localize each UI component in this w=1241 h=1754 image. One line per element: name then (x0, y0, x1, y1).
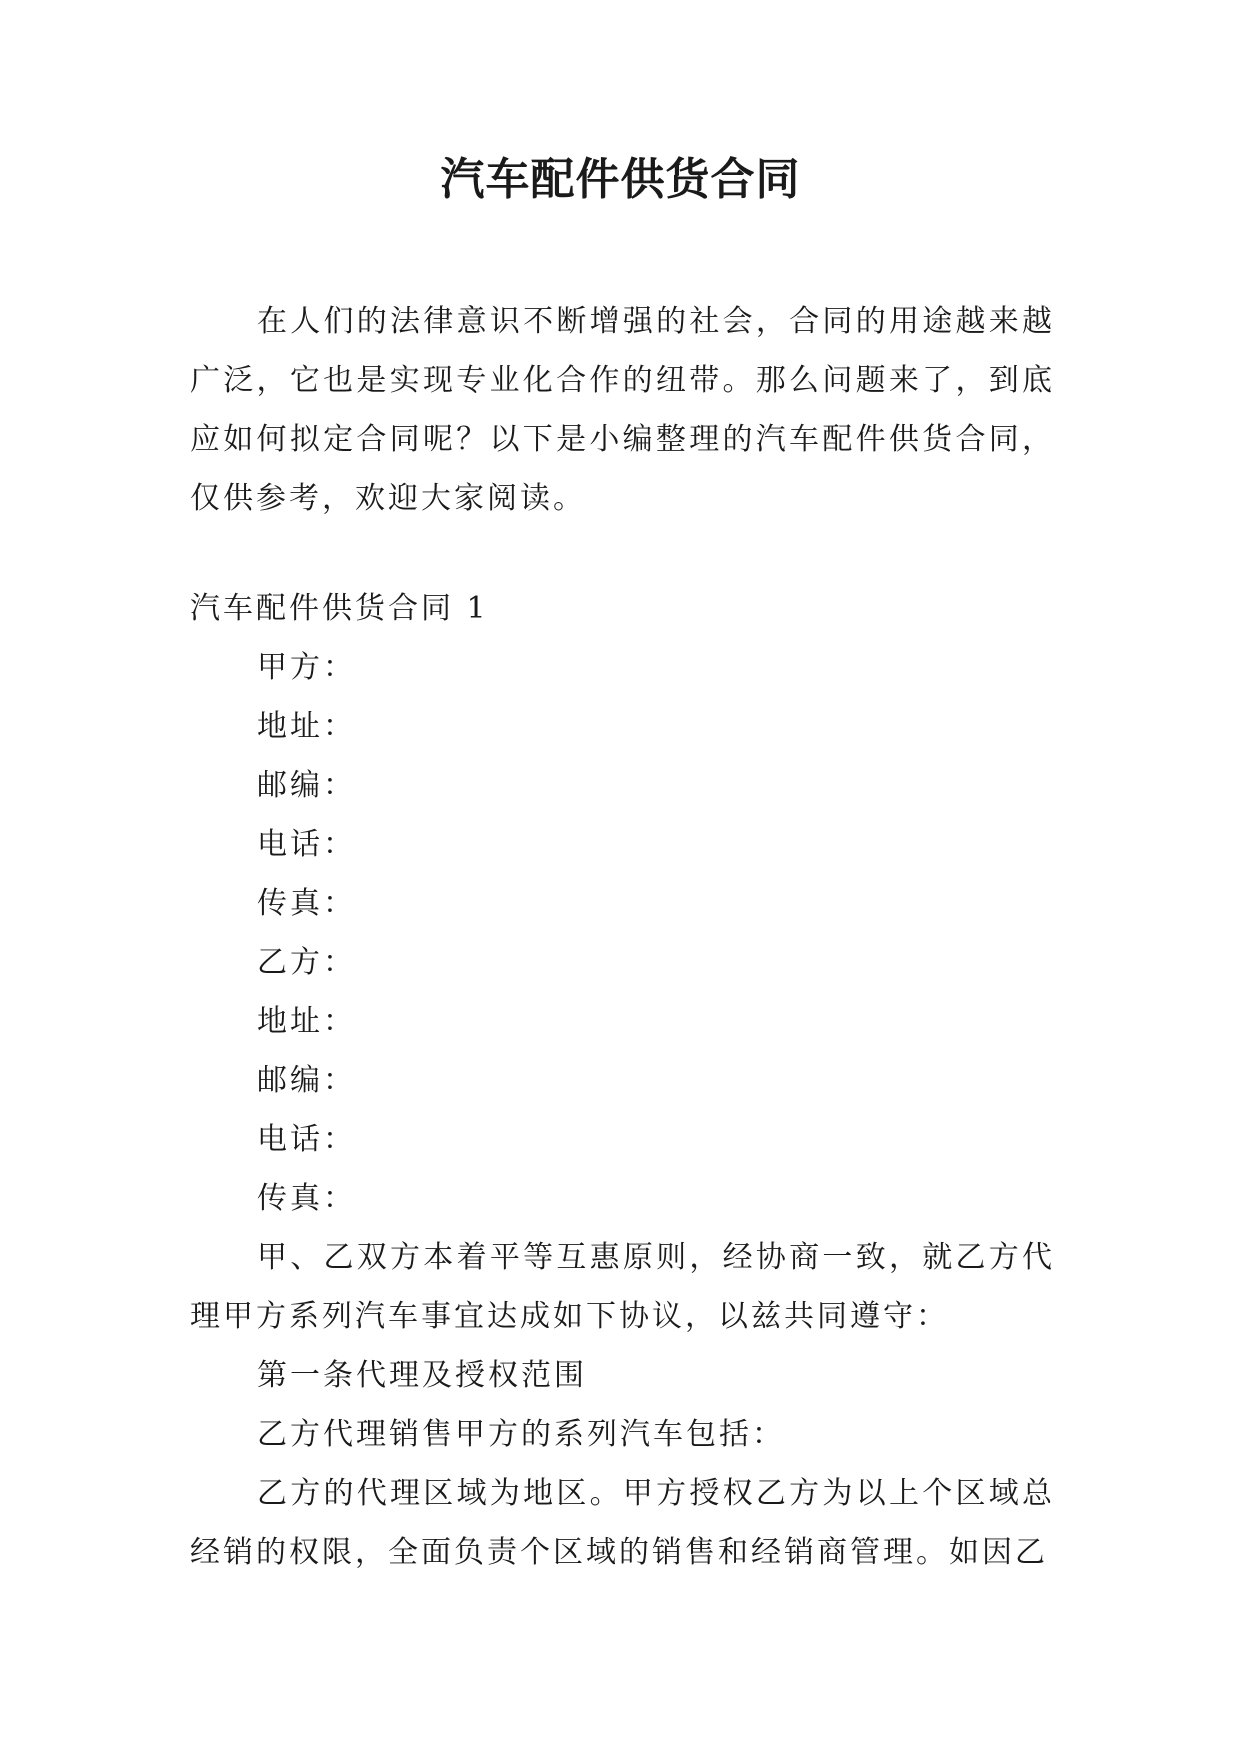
region-paragraph: 乙方的代理区域为地区。甲方授权乙方为以上个区域总经销的权限，全面负责个区域的销售和经销商管理。如因乙 (190, 1476, 1055, 1570)
party-a-name-field: 甲方： (257, 650, 356, 685)
party-b-name-field: 乙方： (257, 945, 356, 980)
scope-paragraph: 乙方代理销售甲方的系列汽车包括： (257, 1417, 785, 1452)
party-a-postcode-field: 邮编： (257, 768, 356, 803)
document-body (190, 292, 1055, 1582)
party-a-address-field: 地址： (257, 709, 356, 744)
document-title: 汽车配件供货合同 (440, 154, 801, 205)
party-a-phone-field: 电话： (257, 827, 356, 862)
agreement-preamble: 甲、乙双方本着平等互惠原则，经协商一致，就乙方代理甲方系列汽车事宜达成如下协议，以兹共同遵守： (190, 1240, 1055, 1334)
party-a-fax-field: 传真： (257, 886, 356, 921)
party-b-postcode-field: 邮编： (257, 1063, 356, 1098)
section-title: 汽车配件供货合同 1 (190, 591, 489, 626)
party-b-phone-field: 电话： (257, 1122, 356, 1157)
intro-paragraph: 在人们的法律意识不断增强的社会，合同的用途越来越广泛，它也是实现专业化合作的纽带。那么问题来了，到底应如何拟定合同呢？以下是小编整理的汽车配件供货合同，仅供参考，欢迎大家阅读。 (190, 304, 1055, 516)
party-b-fax-field: 传真： (257, 1181, 356, 1216)
party-b-address-field: 地址： (257, 1004, 356, 1039)
article-heading: 第一条代理及授权范围 (257, 1358, 587, 1393)
